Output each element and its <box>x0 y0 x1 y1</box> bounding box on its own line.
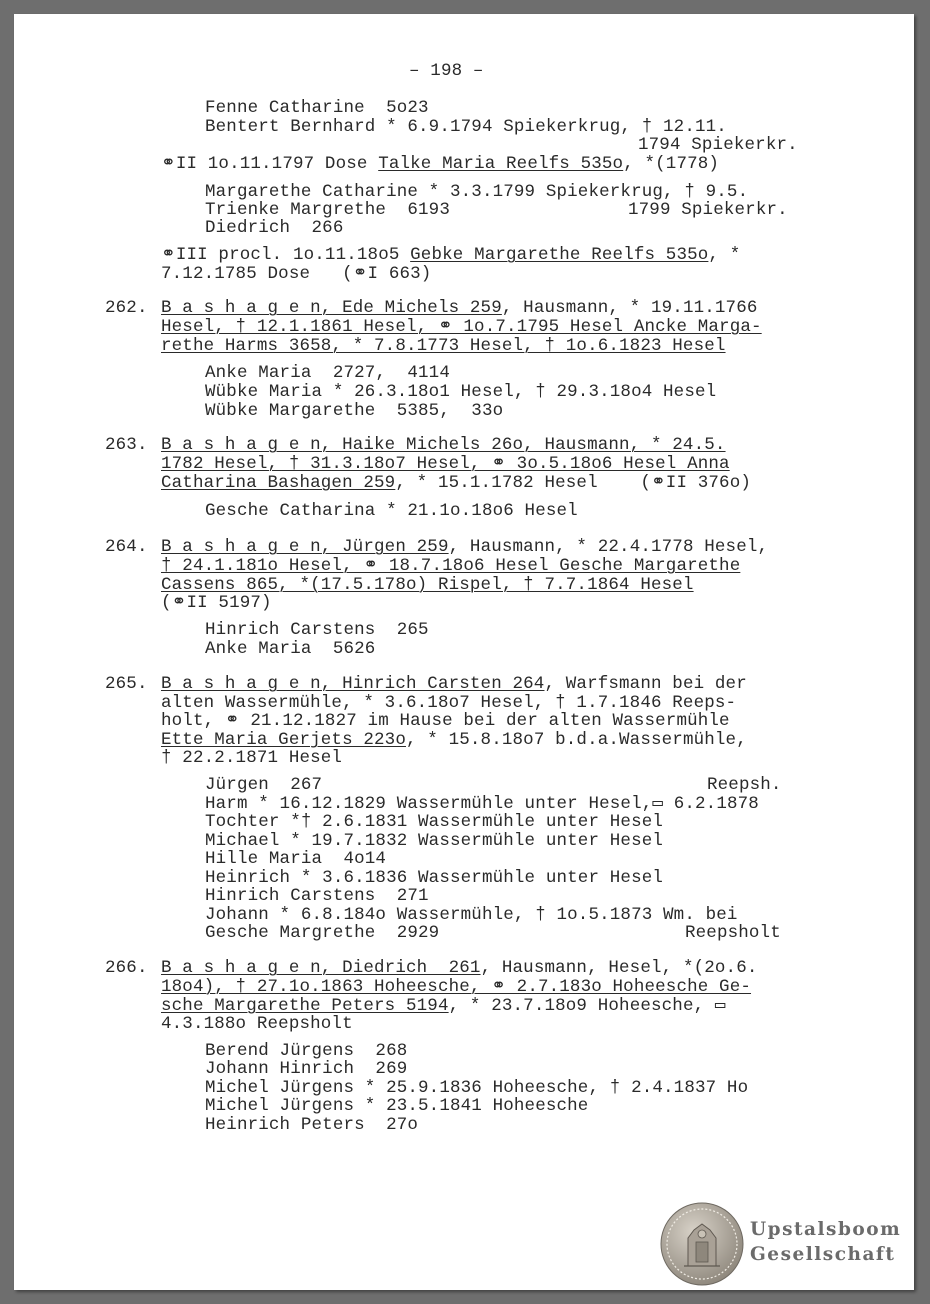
child-line: Wübke Maria * 26.3.18o1 Hesel, † 29.3.18o4 Hesel <box>205 382 717 402</box>
entry-number: 262. <box>105 298 148 318</box>
entry-line: holt, ⚭ 21.12.1827 im Hause bei der alten Wassermühle <box>161 711 730 731</box>
entry-line: 1782 Hesel, † 31.3.18o7 Hesel, ⚭ 3o.5.18o6 Hesel Anna <box>161 454 730 474</box>
entry-line: B a s h a g e n, Haike Michels 26o, Hausmann, * 24.5. <box>161 435 726 455</box>
document-page <box>14 14 914 1290</box>
marriage-line: ⚭III procl. 1o.11.18o5 Gebke Margarethe Reelfs 535o, * <box>161 245 741 265</box>
entry-line: alten Wassermühle, * 3.6.18o7 Hesel, † 1.7.1846 Reeps- <box>161 693 737 713</box>
entry-line: rethe Harms 3658, * 7.8.1773 Hesel, † 1o.6.1823 Hesel <box>161 336 726 356</box>
entry-line: B a s h a g e n, Diedrich 261, Hausmann, Hesel, *(2o.6. <box>161 958 758 978</box>
child-line: Trienke Margrethe 6193 <box>205 200 450 220</box>
marriage-line: ⚭II 1o.11.1797 Dose Talke Maria Reelfs 535o, *(1778) <box>161 154 720 174</box>
brand-line-2: Gesellschaft <box>750 1244 896 1265</box>
entry-line: Catharina Bashagen 259, * 15.1.1782 Hesel (⚭II 376o) <box>161 473 752 493</box>
child-line: Harm * 16.12.1829 Wassermühle unter Hesel,▭ 6.2.1878 <box>205 794 759 814</box>
child-line: Gesche Catharina * 21.1o.18o6 Hesel <box>205 501 578 521</box>
entry-line: B a s h a g e n, Jürgen 259, Hausmann, * 22.4.1778 Hesel, <box>161 537 769 557</box>
child-line: Tochter *† 2.6.1831 Wassermühle unter Hesel <box>205 812 664 832</box>
entry-line: 18o4), † 27.1o.1863 Hoheesche, ⚭ 2.7.183o Hoheesche Ge- <box>161 977 752 997</box>
child-line: Heinrich * 3.6.1836 Wassermühle unter Hesel <box>205 868 664 888</box>
child-line: Johann Hinrich 269 <box>205 1059 408 1079</box>
entry-line: Hesel, † 12.1.1861 Hesel, ⚭ 1o.7.1795 Hesel Ancke Marga- <box>161 317 762 337</box>
brand-line-1: Upstalsboom <box>750 1219 902 1240</box>
child-line: Anke Maria 2727, 4114 <box>205 363 450 383</box>
child-line: Michel Jürgens * 23.5.1841 Hoheesche <box>205 1096 589 1116</box>
child-line: Hinrich Carstens 271 <box>205 886 429 906</box>
entry-line: Ette Maria Gerjets 223o, * 15.8.18o7 b.d.a.Wassermühle, <box>161 730 747 750</box>
entry-number: 265. <box>105 674 148 694</box>
entry-number: 264. <box>105 537 148 557</box>
entry-line: Bentert Bernhard * 6.9.1794 Spiekerkrug, † 12.11. <box>205 117 727 137</box>
seal-emblem-icon <box>660 1202 744 1286</box>
child-line: Anke Maria 5626 <box>205 639 376 659</box>
child-line: Diedrich 266 <box>205 218 344 238</box>
entry-line: B a s h a g e n, Hinrich Carsten 264, Warfsmann bei der <box>161 674 747 694</box>
entry-line: (⚭II 5197) <box>161 593 272 613</box>
entry-number: 263. <box>105 435 148 455</box>
child-line: Hinrich Carstens 265 <box>205 620 429 640</box>
entry-line: 4.3.188o Reepsholt <box>161 1014 353 1034</box>
entry-number: 266. <box>105 958 148 978</box>
child-line: Johann * 6.8.184o Wassermühle, † 1o.5.1873 Wm. bei <box>205 905 738 925</box>
child-line: Margarethe Catharine * 3.3.1799 Spiekerkrug, † 9.5. <box>205 182 749 202</box>
entry-line: sche Margarethe Peters 5194, * 23.7.18o9 Hoheesche, ▭ <box>161 996 726 1016</box>
entry-line: † 22.2.1871 Hesel <box>161 748 343 768</box>
child-line: Michael * 19.7.1832 Wassermühle unter Hesel <box>205 831 664 851</box>
entry-line: 1794 Spiekerkr. <box>638 135 798 155</box>
child-line: Hille Maria 4o14 <box>205 849 387 869</box>
entry-line: † 24.1.181o Hesel, ⚭ 18.7.18o6 Hesel Gesche Margarethe <box>161 556 741 576</box>
child-line: Berend Jürgens 268 <box>205 1041 408 1061</box>
child-line: Michel Jürgens * 25.9.1836 Hoheesche, † 2.4.1837 Ho <box>205 1078 749 1098</box>
child-line: Heinrich Peters 27o <box>205 1115 419 1135</box>
child-line: Jürgen 267 <box>205 775 323 795</box>
entry-line: B a s h a g e n, Ede Michels 259, Hausmann, * 19.11.1766 <box>161 298 758 318</box>
entry-line: Cassens 865, *(17.5.178o) Rispel, † 7.7.1864 Hesel <box>161 575 694 595</box>
child-line: Reepsholt <box>685 923 781 943</box>
entry-line: Fenne Catharine 5o23 <box>205 98 429 118</box>
child-line: 1799 Spiekerkr. <box>628 200 788 220</box>
child-line: Wübke Margarethe 5385, 33o <box>205 401 504 421</box>
page-number: – 198 – <box>409 61 484 81</box>
child-line: Reepsh. <box>707 775 782 795</box>
marriage-line: 7.12.1785 Dose (⚭I 663) <box>161 264 432 284</box>
child-line: Gesche Margrethe 2929 <box>205 923 440 943</box>
